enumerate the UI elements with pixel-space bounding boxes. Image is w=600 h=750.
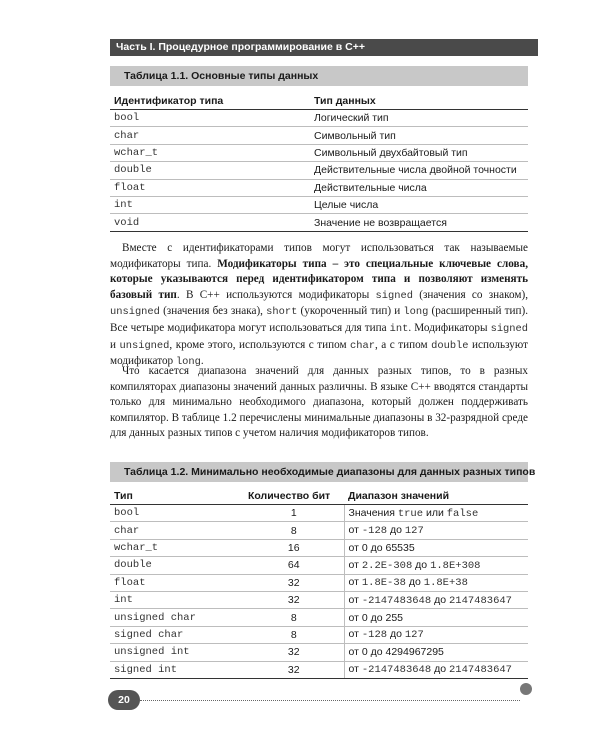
table1-header-cell: Тип данных (310, 92, 528, 110)
type-cell: signed int (110, 661, 244, 678)
range-text: от (348, 593, 362, 606)
text-span: . В C++ используются модификаторы (176, 288, 376, 301)
type-description: Действительные числа (310, 179, 528, 196)
type-cell: int (110, 591, 244, 608)
range-text: от (348, 524, 362, 537)
text-span: , кроме этого, используются с типом (169, 338, 351, 351)
type-description: Логический тип (310, 110, 528, 127)
table-row (110, 144, 528, 161)
type-description: Символьный тип (310, 127, 528, 144)
range-text: до (431, 663, 449, 676)
range-value: 4294967295 (385, 646, 444, 659)
table2-header-row (110, 487, 528, 505)
type-identifier: float (110, 179, 310, 196)
type-description: Символьный двухбайтовый тип (310, 144, 528, 161)
range-cell (344, 539, 528, 556)
text-span: . (200, 355, 204, 368)
range-cell (344, 505, 528, 522)
inline-code: double (431, 339, 469, 352)
table-row (110, 522, 528, 539)
text-span: (расширенный тип). Все четыре модификатора могут использоваться для типа (110, 305, 528, 334)
range-value: 2147483647 (448, 594, 512, 607)
table1-caption: Таблица 1.1. Основные типы данных (110, 66, 528, 86)
type-identifier: double (110, 162, 310, 179)
type-cell: char (110, 522, 244, 539)
range-value: -128 (361, 629, 388, 642)
range-value: -2147483648 (361, 594, 432, 607)
page-number: 20 (108, 690, 140, 710)
range-text: от (348, 663, 362, 676)
range-text: до (367, 611, 386, 624)
footer-dotted-rule (140, 700, 520, 701)
inline-code: long (175, 356, 201, 369)
range-text: до (412, 558, 431, 571)
table-row (110, 644, 528, 661)
footer-dot-ornament (520, 683, 532, 695)
table1-header-cell: Идентификатор типа (110, 92, 310, 110)
bits-cell: 1 (244, 505, 344, 522)
range-value: 2147483647 (448, 664, 512, 677)
table-row (110, 539, 528, 556)
type-cell: unsigned char (110, 609, 244, 626)
range-text: до (431, 593, 449, 606)
table2-header-cell: Диапазон значений (344, 487, 528, 505)
page-header: Часть I. Процедурное программирование в C++ (110, 39, 538, 56)
bits-cell: 8 (244, 626, 344, 643)
range-value: -128 (361, 525, 388, 538)
range-text: до (405, 576, 424, 589)
bits-cell: 8 (244, 609, 344, 626)
body-paragraph-modifiers (110, 241, 528, 371)
inline-code: unsigned (119, 339, 170, 352)
type-cell: float (110, 574, 244, 591)
range-value: 0 (361, 646, 368, 659)
table-row (110, 110, 528, 127)
table2 (110, 487, 528, 679)
range-cell (344, 574, 528, 591)
text-span: (значения без знака), (159, 305, 267, 318)
bits-cell: 32 (244, 574, 344, 591)
type-identifier: wchar_t (110, 144, 310, 161)
range-text: до (387, 524, 405, 537)
range-text: от (348, 558, 362, 571)
type-identifier: bool (110, 110, 310, 127)
table-row (110, 591, 528, 608)
range-text: или (423, 506, 447, 519)
range-value: 0 (361, 611, 368, 624)
text-span: (укороченный тип) и (297, 305, 404, 318)
table1-header-row (110, 92, 528, 110)
table-row (110, 609, 528, 626)
table-row (110, 574, 528, 591)
text-span: , а с типом (375, 338, 432, 351)
range-value: 1.8E-38 (361, 577, 406, 590)
range-cell (344, 609, 528, 626)
range-cell (344, 591, 528, 608)
table2-header-cell: Тип (110, 487, 244, 505)
range-text: до (367, 541, 386, 554)
type-cell: unsigned int (110, 644, 244, 661)
inline-code: long (403, 306, 429, 319)
inline-code: int (389, 322, 409, 335)
range-cell (344, 644, 528, 661)
range-text: до (367, 646, 386, 659)
definition-bold: Модификаторы типа – это специальные ключевые слова, которые указываются перед идентификатором типа и позволяют изменять базовый тип (110, 257, 528, 301)
range-value: 1.8E+308 (430, 559, 481, 572)
table-row (110, 196, 528, 213)
range-value: 1.8E+38 (423, 577, 468, 590)
range-value: 127 (404, 525, 424, 538)
table1 (110, 92, 528, 232)
range-value: 2.2E-308 (361, 559, 413, 572)
type-cell: bool (110, 505, 244, 522)
inline-code: unsigned (110, 306, 160, 319)
range-value: true (397, 507, 424, 520)
table-row (110, 661, 528, 678)
inline-code: signed (375, 289, 413, 302)
type-identifier: char (110, 127, 310, 144)
type-identifier: void (110, 214, 310, 231)
range-text: Значения (348, 506, 398, 519)
range-cell (344, 522, 528, 539)
inline-code: short (266, 306, 298, 319)
table-row (110, 127, 528, 144)
text-span: используют модификатор (110, 338, 528, 368)
type-cell: signed char (110, 626, 244, 643)
text-span: и (110, 338, 120, 351)
text-span: . Модификаторы (408, 321, 491, 334)
table-row (110, 162, 528, 179)
type-cell: wchar_t (110, 539, 244, 556)
text-span: (значения со знаком), (412, 288, 528, 301)
table-row (110, 179, 528, 196)
range-text: до (387, 628, 405, 641)
range-text: от (348, 576, 362, 589)
bits-cell: 64 (244, 557, 344, 574)
table-row (110, 505, 528, 522)
type-cell: double (110, 557, 244, 574)
bits-cell: 32 (244, 644, 344, 661)
type-description: Действительные числа двойной точности (310, 162, 528, 179)
table2-header-cell: Количество бит (244, 487, 344, 505)
range-cell (344, 626, 528, 643)
type-identifier: int (110, 196, 310, 213)
range-cell (344, 661, 528, 678)
range-cell (344, 557, 528, 574)
range-value: false (446, 507, 479, 520)
table-row (110, 557, 528, 574)
bits-cell: 32 (244, 591, 344, 608)
range-text: от (348, 646, 362, 659)
range-text: от (348, 541, 362, 554)
body-paragraph-ranges: Что касается диапазона значений для данных разных типов, то в разных компиляторах диапазоны значений данных различны. В языке C++ вводятся стандарты только для минимально необходимого диапазона, который должен поддерживать компилятор. В таблице 1.2 перечислены минимальные диапазоны в 32-разрядной среде для данных разных типов с учетом наличия модификаторов типов. (110, 365, 528, 440)
type-description: Значение не возвращается (310, 214, 528, 231)
table2-caption: Таблица 1.2. Минимально необходимые диапазоны для данных разных типов (110, 462, 528, 482)
range-text: от (348, 628, 362, 641)
inline-code: signed (490, 322, 528, 335)
range-value: 65535 (385, 541, 415, 554)
range-value: 127 (404, 629, 424, 642)
type-description: Целые числа (310, 196, 528, 213)
range-value: -2147483648 (361, 664, 432, 677)
inline-code: char (350, 339, 375, 352)
table-row (110, 214, 528, 231)
bits-cell: 16 (244, 539, 344, 556)
bits-cell: 32 (244, 661, 344, 678)
text-span: Вместе с идентификаторами типов могут использоваться так называемые модификаторы типа. (110, 242, 528, 270)
range-value: 255 (385, 611, 404, 624)
range-text: от (348, 611, 362, 624)
range-value: 0 (361, 541, 368, 554)
table-row (110, 626, 528, 643)
bits-cell: 8 (244, 522, 344, 539)
